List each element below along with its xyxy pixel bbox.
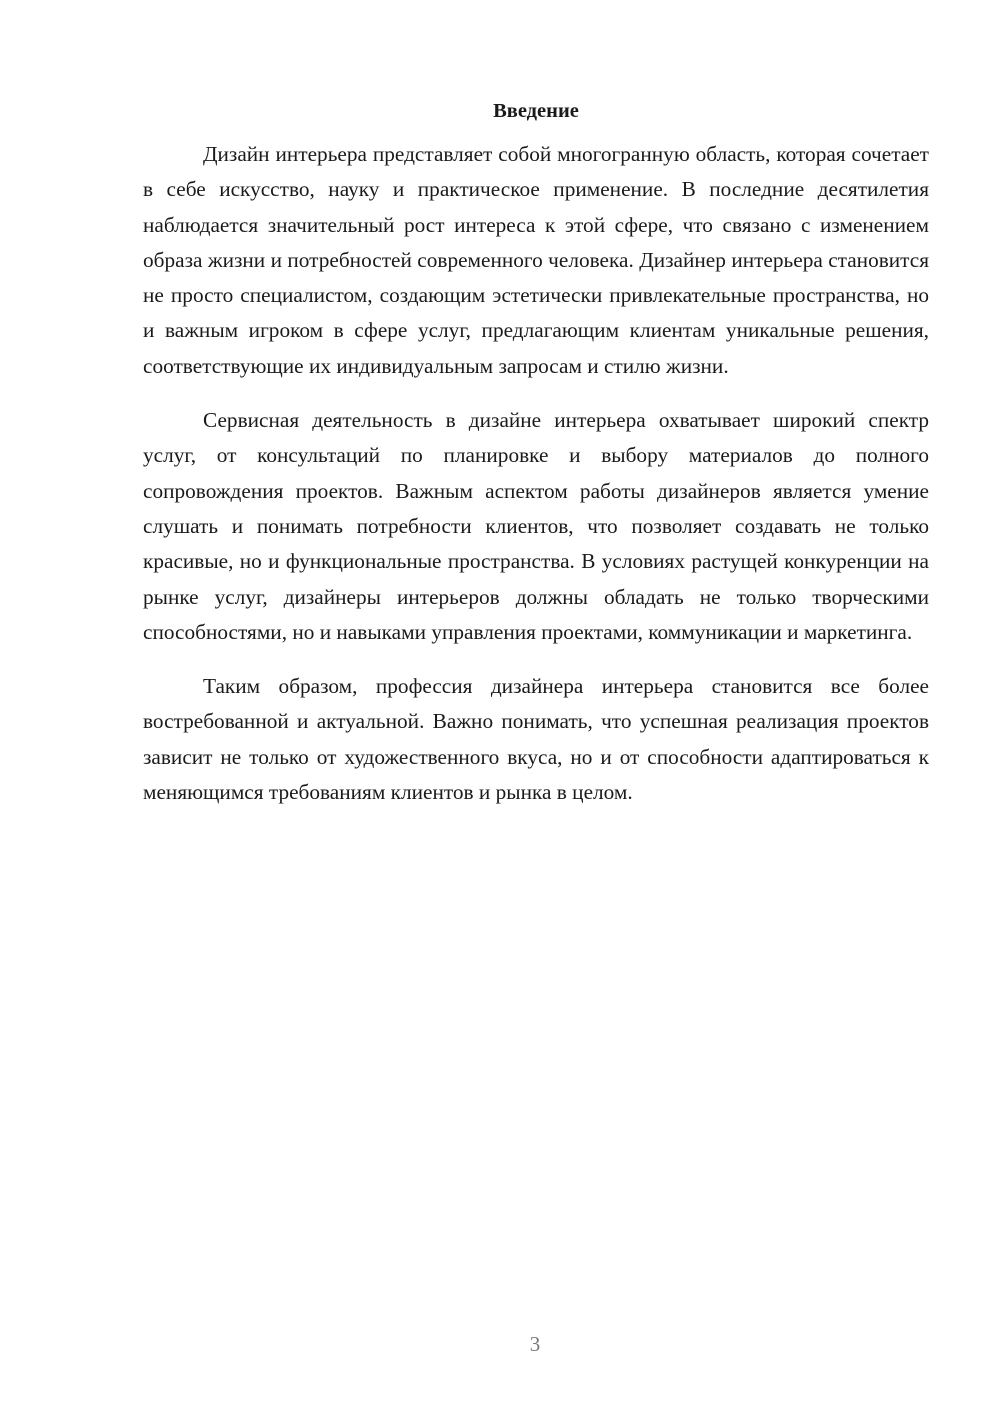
document-page <box>143 96 929 829</box>
paragraph: Дизайн интерьера представляет собой многогранную область, которая сочетает в себе искусство, науку и практическое применение. В последние десятилетия наблюдается значительный рост интереса к этой сфере, что связано с изменением образа жизни и потребностей современного человека. Дизайнер интерьера становится не просто специалистом, создающим эстетически привлекательные пространства, но и важным игроком в сфере услуг, предлагающим клиентам уникальные решения, соответствующие их индивидуальным запросам и стилю жизни. <box>143 142 929 378</box>
section-title: Введение <box>493 100 579 122</box>
page-number: 3 <box>529 1332 541 1356</box>
paragraph: Сервисная деятельность в дизайне интерьера охватывает широкий спектр услуг, от консультаций по планировке и выбору материалов до полного сопровождения проектов. Важным аспектом работы дизайнеров является умение слушать и понимать потребности клиентов, что позволяет создавать не только красивые, но и функциональные пространства. В условиях растущей конкуренции на рынке услуг, дизайнеры интерьеров должны обладать не только творческими способностями, но и навыками управления проектами, коммуникации и маркетинга. <box>143 408 929 644</box>
paragraph: Таким образом, профессия дизайнера интерьера становится все более востребованной и актуальной. Важно понимать, что успешная реализация проектов зависит не только от художественного вкуса, но и от способности адаптироваться к меняющимся требованиям клиентов и рынка в целом. <box>143 674 929 805</box>
